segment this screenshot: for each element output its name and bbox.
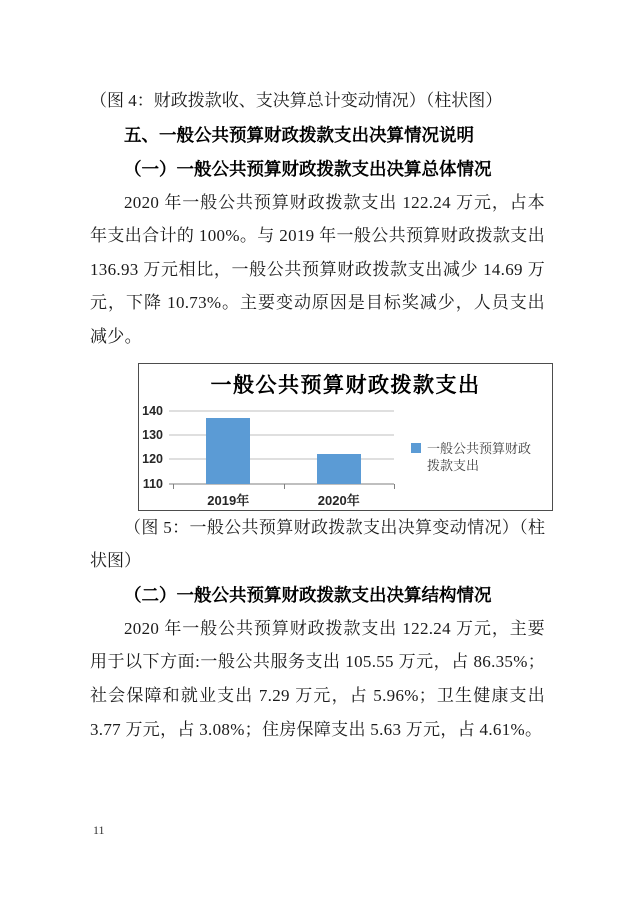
figure4-caption: （图 4：财政拨款收、支决算总计变动情况）（柱状图）	[90, 91, 503, 110]
chart-title: 一般公共预算财政拨款支出	[210, 373, 481, 397]
y-tick-label: 110	[142, 476, 163, 491]
legend-swatch-icon	[411, 443, 421, 453]
x-axis-tick	[284, 484, 285, 489]
figure5-caption: （图 5：一般公共预算财政拨款支出决算变动情况）（柱状图）	[90, 517, 545, 571]
legend-label: 一般公共预算财政拨款支出	[427, 440, 532, 473]
bar-chart	[138, 363, 553, 511]
bar-2019年	[206, 418, 250, 484]
bar-2020年	[317, 454, 361, 484]
sub-heading-2: （二）一般公共预算财政拨款支出决算结构情况	[124, 584, 492, 605]
y-tick-label: 120	[142, 452, 163, 467]
chart-plot	[173, 411, 394, 484]
chart-y-labels	[141, 403, 167, 491]
paragraph-structure-situation: 2020 年一般公共预算财政拨款支出 122.24 万元，主要用于以下方面:一般公共服务支出 105.55 万元，占 86.35%；社会保障和就业支出 7.29 万元，占 5.96%；卫生健康支出 3.77 万元，占 3.08%；住房保障支出 5.63 万元，占 4.61%。	[90, 618, 545, 739]
x-tick-label: 2019年	[207, 492, 250, 508]
chart-legend	[411, 440, 543, 474]
x-axis-tick	[173, 484, 174, 489]
paragraph-overall-situation: 2020 年一般公共预算财政拨款支出 122.24 万元，占本年支出合计的 100%。与 2019 年一般公共预算财政拨款支出 136.93 万元相比，一般公共预算财政拨款支出减少 14.69 万元，下降 10.73%。主要变动原因是目标奖减少，人员支出减少。	[90, 192, 545, 346]
chart-x-labels	[173, 490, 394, 508]
x-tick-label: 2020年	[317, 492, 360, 508]
page-number: 11	[93, 823, 105, 837]
gridline	[169, 410, 394, 411]
section-heading: 五、一般公共预算财政拨款支出决算情况说明	[124, 124, 474, 145]
y-tick-label: 130	[142, 427, 163, 442]
gridline	[169, 434, 394, 435]
sub-heading-1: （一）一般公共预算财政拨款支出决算总体情况	[124, 158, 492, 179]
y-tick-label: 140	[142, 403, 163, 418]
x-axis-tick	[394, 484, 395, 489]
